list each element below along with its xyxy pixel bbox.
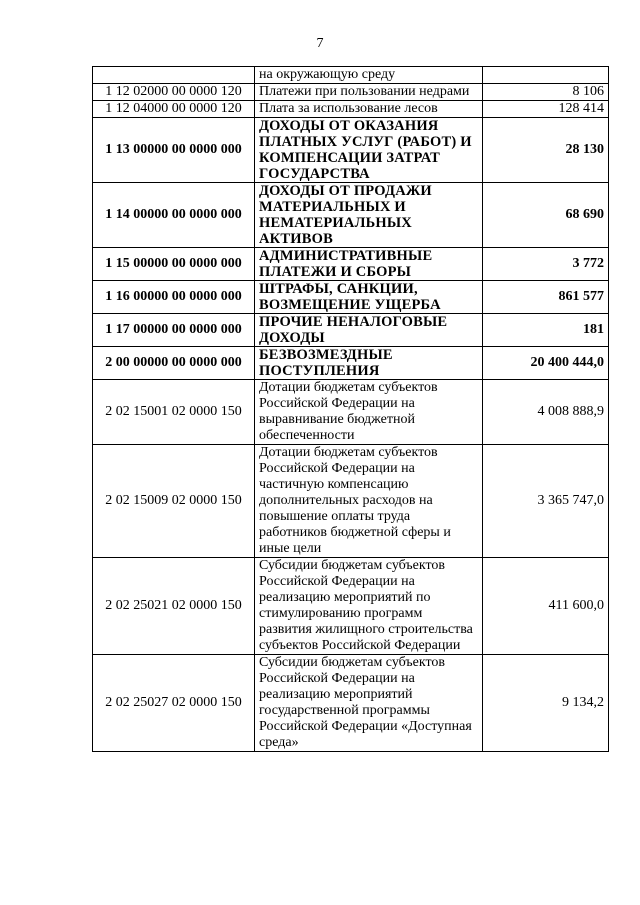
classification-code: 1 17 00000 00 0000 000 bbox=[93, 314, 255, 347]
page-number: 7 bbox=[316, 36, 324, 51]
classification-code: 2 02 15009 02 0000 150 bbox=[93, 445, 255, 558]
revenue-name: на окружающую среду bbox=[255, 67, 483, 84]
amount: 4 008 888,9 bbox=[483, 380, 609, 445]
classification-code bbox=[93, 67, 255, 84]
amount: 3 365 747,0 bbox=[483, 445, 609, 558]
classification-code: 2 02 15001 02 0000 150 bbox=[93, 380, 255, 445]
table-row bbox=[93, 281, 609, 314]
amount: 8 106 bbox=[483, 84, 609, 101]
revenue-name: Дотации бюджетам субъектов Российской Федерации на выравнивание бюджетной обеспеченности bbox=[255, 380, 483, 445]
revenue-name: Субсидии бюджетам субъектов Российской Федерации на реализацию мероприятий по стимулированию программ развития жилищного строительства субъектов Российской Федерации bbox=[255, 558, 483, 655]
revenue-name: Плата за использование лесов bbox=[255, 101, 483, 118]
amount: 68 690 bbox=[483, 183, 609, 248]
classification-code: 2 02 25021 02 0000 150 bbox=[93, 558, 255, 655]
amount bbox=[483, 67, 609, 84]
classification-code: 1 14 00000 00 0000 000 bbox=[93, 183, 255, 248]
revenue-name: Платежи при пользовании недрами bbox=[255, 84, 483, 101]
table-row bbox=[93, 380, 609, 445]
classification-code: 1 15 00000 00 0000 000 bbox=[93, 248, 255, 281]
classification-code: 1 12 02000 00 0000 120 bbox=[93, 84, 255, 101]
amount: 861 577 bbox=[483, 281, 609, 314]
revenue-name: АДМИНИСТРАТИВНЫЕ ПЛАТЕЖИ И СБОРЫ bbox=[255, 248, 483, 281]
table-row bbox=[93, 118, 609, 183]
revenue-name: Субсидии бюджетам субъектов Российской Федерации на реализацию мероприятий государственной программы Российской Федерации «Доступная среда» bbox=[255, 655, 483, 752]
table-row bbox=[93, 183, 609, 248]
amount: 20 400 444,0 bbox=[483, 347, 609, 380]
amount: 3 772 bbox=[483, 248, 609, 281]
revenue-name: ПРОЧИЕ НЕНАЛОГОВЫЕ ДОХОДЫ bbox=[255, 314, 483, 347]
classification-code: 2 02 25027 02 0000 150 bbox=[93, 655, 255, 752]
amount: 128 414 bbox=[483, 101, 609, 118]
table-row bbox=[93, 558, 609, 655]
table-row bbox=[93, 84, 609, 101]
table-row bbox=[93, 445, 609, 558]
classification-code: 1 13 00000 00 0000 000 bbox=[93, 118, 255, 183]
classification-code: 1 16 00000 00 0000 000 bbox=[93, 281, 255, 314]
classification-code: 1 12 04000 00 0000 120 bbox=[93, 101, 255, 118]
amount: 28 130 bbox=[483, 118, 609, 183]
revenue-name: Дотации бюджетам субъектов Российской Федерации на частичную компенсацию дополнительных расходов на повышение оплаты труда работников бюджетной сферы и иные цели bbox=[255, 445, 483, 558]
table-row bbox=[93, 67, 609, 84]
revenue-name: БЕЗВОЗМЕЗДНЫЕ ПОСТУПЛЕНИЯ bbox=[255, 347, 483, 380]
table-row bbox=[93, 655, 609, 752]
revenue-name: ДОХОДЫ ОТ ОКАЗАНИЯ ПЛАТНЫХ УСЛУГ (РАБОТ) И КОМПЕНСАЦИИ ЗАТРАТ ГОСУДАРСТВА bbox=[255, 118, 483, 183]
table-row bbox=[93, 101, 609, 118]
table-row bbox=[93, 347, 609, 380]
table-row bbox=[93, 248, 609, 281]
amount: 411 600,0 bbox=[483, 558, 609, 655]
revenue-name: ДОХОДЫ ОТ ПРОДАЖИ МАТЕРИАЛЬНЫХ И НЕМАТЕРИАЛЬНЫХ АКТИВОВ bbox=[255, 183, 483, 248]
amount: 181 bbox=[483, 314, 609, 347]
budget-revenue-table bbox=[92, 66, 609, 752]
revenue-name: ШТРАФЫ, САНКЦИИ, ВОЗМЕЩЕНИЕ УЩЕРБА bbox=[255, 281, 483, 314]
table-row bbox=[93, 314, 609, 347]
amount: 9 134,2 bbox=[483, 655, 609, 752]
classification-code: 2 00 00000 00 0000 000 bbox=[93, 347, 255, 380]
